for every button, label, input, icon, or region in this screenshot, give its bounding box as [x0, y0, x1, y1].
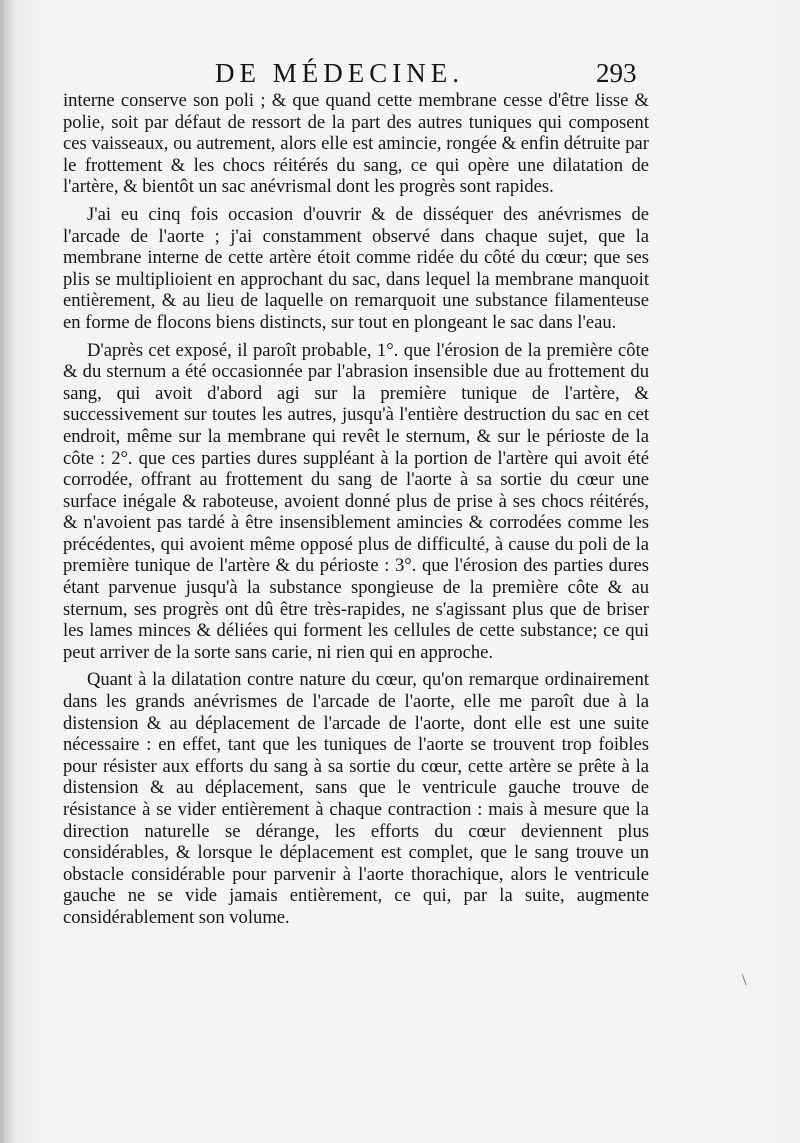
- page-gutter-shadow: [0, 0, 14, 1143]
- paragraph: Quant à la dilatation contre nature du cœur, qu'on remarque ordinairement dans les grands anévrismes de l'arcade de l'aorte, elle me paroît due à la distension & au déplacement de l'arcade de l'aorte, dont elle est une suite nécessaire : en effet, tant que les tuniques de l'aorte se trouvent trop foibles pour résister aux efforts du sang à sa sortie du cœur, cette artère se prête à la distension & au déplacement, sans que le ventricule gauche trouve de résistance à se vider entièrement à chaque contraction : mais à mesure que la direction naturelle se dérange, les efforts du cœur deviennent plus considérables, & lorsque le déplacement est complet, que le sang trouve un obstacle considérable pour parvenir à l'aorte thorachique, alors le ventricule gauche ne se vide jamais entièrement, ce qui, par la suite, augmente considérablement son volume.: [63, 669, 649, 928]
- body-text: [63, 90, 649, 929]
- page-header: [60, 54, 660, 90]
- paragraph: J'ai eu cinq fois occasion d'ouvrir & de disséquer des anévrismes de l'arcade de l'aorte ; j'ai constamment observé dans chaque sujet, que la membrane interne de cette artère étoit comme ridée du côté du cœur; que ses plis se multiplioient en approchant du sac, dans lequel la membrane manquoit entièrement, & au lieu de laquelle on remarquoit une substance filamenteuse en forme de flocons biens distincts, sur tout en plongeant le sac dans l'eau.: [63, 203, 649, 333]
- paragraph-continued: interne conserve son poli ; & que quand cette membrane cesse d'être lisse & polie, soit par défaut de ressort de la part des autres tuniques qui composent ces vaisseaux, ou autrement, alors elle est amincie, rongée & enfin détruite par le frottement & les chocs réitérés du sang, ce qui opère une dilatation de l'artère, & bientôt un sac anévrismal dont les progrès sont rapides.: [63, 90, 649, 198]
- running-title: DE MÉDECINE.: [215, 58, 464, 88]
- margin-speck: \: [742, 972, 747, 989]
- paragraph: D'après cet exposé, il paroît probable, 1°. que l'érosion de la première côte & du sternum a été occasionnée par l'abrasion insensible due au frottement du sang, qui avoit d'abord agi sur la première tunique de l'artère, & successivement sur toutes les autres, jusqu'à l'entière destruction du sac en cet endroit, même sur la membrane qui revêt le sternum, & sur le périoste de la côte : 2°. que ces parties dures suppléant à la portion de l'artère qui avoit été corrodée, offrant au frottement du sang de l'aorte à sa sortie du cœur une surface inégale & raboteuse, avoient donné plus de prise à ses chocs réitérés, & n'avoient pas tardé à être insensiblement amincies & corrodées comme les précédentes, qui avoient même opposé plus de difficulté, à cause du poli de la première tunique de l'artère & du périoste : 3°. que l'érosion des parties dures étant parvenue jusqu'à la substance spongieuse de la première côte & au sternum, ses progrès ont dû être très-rapides, ne s'agissant plus que de briser les lames minces & déliées qui forment les cellules de cette substance; ce qui peut arriver de la sorte sans carie, ni rien qui en approche.: [63, 339, 649, 663]
- page-number: 293: [596, 58, 637, 88]
